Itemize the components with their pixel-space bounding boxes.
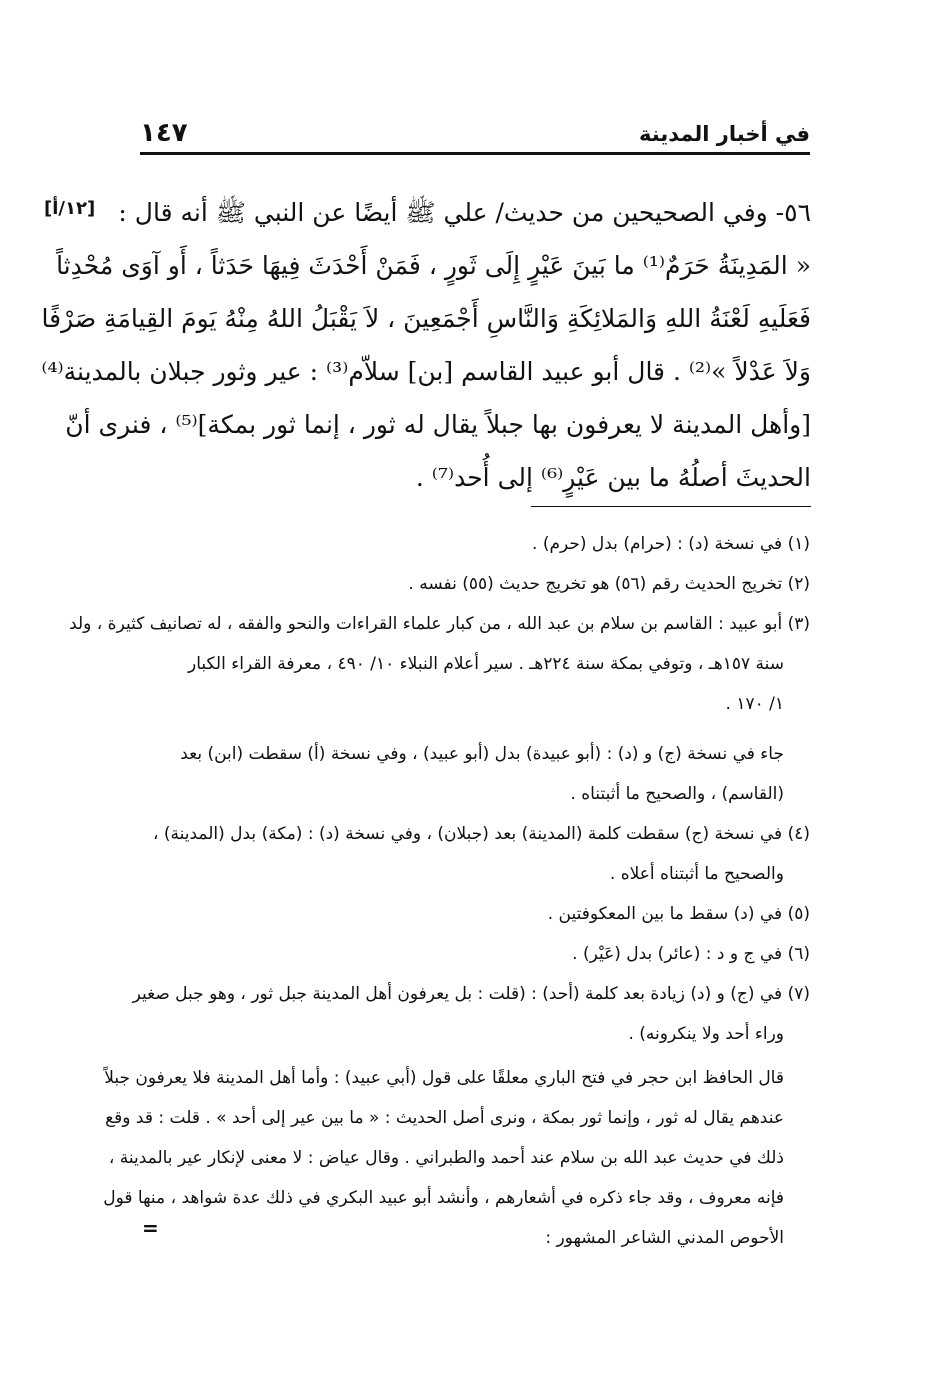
- footnote-line: عندهم يقال له ثور ، وإنما ثور بمكة ، ونرى أصل الحديث : « ما بين عير إلى أحد » . قلت : قد وقع: [105, 1108, 784, 1128]
- footnote-line: فإنه معروف ، وقد جاء ذكره في أشعارهم ، وأنشد أبو عبيد البكري في ذلك عدة شواهد ، منها قول: [103, 1188, 784, 1208]
- footnote-line: (٣) أبو عبيد : القاسم بن سلام بن عبد الله ، من كبار علماء القراءات والنحو والفقه ، له تصانيف كثيرة ، ولد: [69, 614, 810, 634]
- footnote-line: قال الحافظ ابن حجر في فتح الباري معلقًا على قول (أبي عبيد) : وأما أهل المدينة فلا يعرفون جبلاً: [104, 1068, 784, 1088]
- footnote-line: (٧) في (ج) و (د) زيادة بعد كلمة (أحد) : (قلت : بل يعرفون أهل المدينة جبل ثور ، وهو جبل صغير: [132, 984, 810, 1004]
- footnote-line: ١/ ١٧٠ .: [725, 694, 784, 714]
- header-rule: [140, 152, 810, 155]
- footnote-line: جاء في نسخة (ج) و (د) : (أبو عبيدة) بدل (أبو عبيد) ، وفي نسخة (أ) سقطت (ابن) بعد: [180, 744, 784, 764]
- page-number: ١٤٧: [140, 118, 188, 148]
- footnote-line: (١) في نسخة (د) : (حرام) بدل (حرم) .: [532, 534, 810, 554]
- footnote-line: (القاسم) ، والصحيح ما أثبتناه .: [570, 784, 784, 804]
- main-text-line: « المَدِينَةُ حَرَمٌ⁽¹⁾ ما بَينَ عَيْرٍ إِلَى ثَورٍ ، فَمَنْ أَحْدَثَ فِيهَا حَدَثاً ، أَو آوَى مُحْدِثاً: [56, 251, 811, 280]
- continuation-mark: =: [142, 1216, 159, 1240]
- footnote-line: (٤) في نسخة (ج) سقطت كلمة (المدينة) بعد (جبلان) ، وفي نسخة (د) : (مكة) بدل (المدينة) ،: [152, 824, 810, 844]
- footnote-line: الأحوص المدني الشاعر المشهور :: [545, 1228, 784, 1248]
- book-title: ﻓﻲ أﺧﺒﺎر اﻟﻤﺪﻳﻨﺔ: [639, 122, 810, 146]
- main-text-line: فَعَلَيهِ لَعْنَةُ اللهِ وَالمَلائِكَةِ وَالنَّاسِ أَجْمَعِينَ ، لاَ يَقْبَلُ اللهُ مِنْهُ يَومَ القِيامَةِ صَرْفًا: [41, 304, 811, 333]
- footnote-line: (٢) تخريج الحديث رقم (٥٦) هو تخريج حديث (٥٥) نفسه .: [408, 574, 810, 594]
- footnote-line: والصحيح ما أثبتناه أعلاه .: [609, 864, 784, 884]
- main-text-line: ٥٦- وفي الصحيحين من حديث/ علي ﷺ أيضًا عن النبي ﷺ أنه قال :: [118, 198, 811, 227]
- running-header: [140, 116, 810, 152]
- footnote-line: سنة ١٥٧هـ ، وتوفي بمكة سنة ٢٢٤هـ . سير أعلام النبلاء ١٠/ ٤٩٠ ، معرفة القراء الكبار: [188, 654, 784, 674]
- footnote-line: وراء أحد ولا ينكرونه) .: [628, 1024, 784, 1044]
- main-text-line: [وأهل المدينة لا يعرفون بها جبلاً يقال له ثور ، إنما ثور بمكة]⁽⁵⁾ ، فنرى أنّ: [65, 410, 811, 439]
- main-text-line: الحديثَ أصلُهُ ما بين عَيْرٍ⁽⁶⁾ إلى أُحد⁽⁷⁾ .: [415, 463, 811, 492]
- footnote-line: (٦) في ج و د : (عائر) بدل (عَيْر) .: [572, 944, 810, 964]
- footnote-line: (٥) في (د) سقط ما بين المعكوفتين .: [547, 904, 810, 924]
- footnotes: [69, 524, 810, 1258]
- footnote-line: ذلك في حديث عبد الله بن سلام عند أحمد والطبراني . وقال عياض : لا معنى لإنكار عير بالمدينة ،: [108, 1148, 784, 1168]
- main-text-line: وَلاَ عَدْلاً »⁽²⁾ . قال أبو عبيد القاسم [بن] سلاّم⁽³⁾ : عير وثور جبلان بالمدينة⁽⁴⁾: [41, 357, 811, 386]
- footnote-separator: [531, 506, 811, 507]
- manuscript-folio-reference: [١٢/أ]: [44, 198, 96, 219]
